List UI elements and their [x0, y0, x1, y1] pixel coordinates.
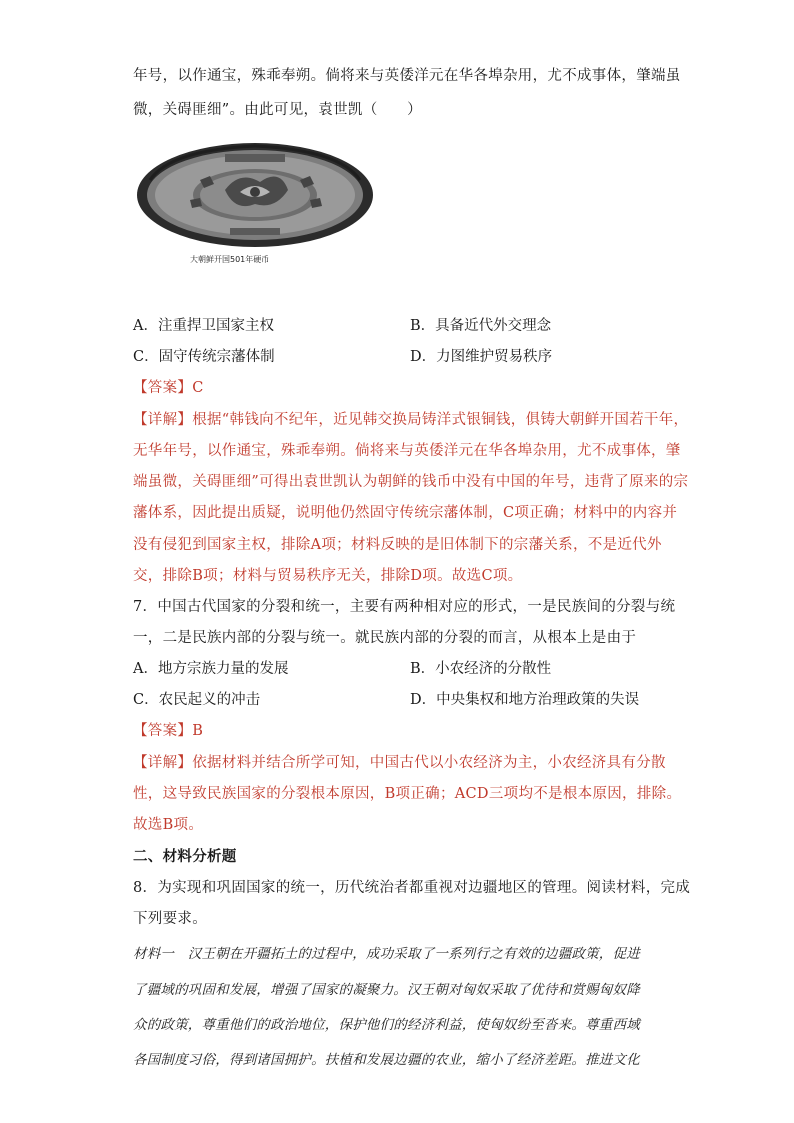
- material-line: 各国制度习俗，得到诸国拥护。扶植和发展边疆的农业，缩小了经济差距。推进文化: [133, 1052, 640, 1068]
- q8-stem-line: 下列要求。: [133, 911, 207, 927]
- q7-option-b: B．小农经济的分散性: [410, 661, 552, 677]
- q7-stem-line: 一，二是民族内部的分裂与统一。就民族内部的分裂的而言，从根本上是由于: [133, 630, 637, 646]
- detail-text: 依据材料并结合所学可知，中国古代以小农经济为主，小农经济具有分散: [192, 755, 666, 771]
- q7-stem-line: 7．中国古代国家的分裂和统一，主要有两种相对应的形式，一是民族间的分裂与统: [133, 599, 676, 615]
- answer-value: C: [192, 380, 204, 396]
- answer-value: B: [192, 723, 204, 739]
- q7-answer: [133, 721, 203, 741]
- q6-detail-line: 无华年号，以作通宝，殊乖奉朔。倘将来与英倭洋元在华各埠杂用，尤不成事体，肇: [133, 443, 681, 459]
- answer-label: 【答案】: [133, 380, 193, 396]
- detail-label: 【详解】: [133, 412, 193, 428]
- answer-label: 【答案】: [133, 723, 193, 739]
- coin-image: [130, 140, 380, 270]
- q7-option-a: A．地方宗族力量的发展: [133, 661, 289, 677]
- q6-option-b: B．具备近代外交理念: [410, 318, 552, 334]
- coin-icon: [130, 140, 380, 260]
- q6-detail-line: 端虽微，关碍匪细”可得出袁世凯认为朝鲜的钱币中没有中国的年号，违背了原来的宗: [133, 474, 689, 490]
- q6-detail-line: 没有侵犯到国家主权，排除A项；材料反映的是旧体制下的宗藩关系，不是近代外: [133, 537, 662, 553]
- q6-option-c: C．固守传统宗藩体制: [133, 349, 275, 365]
- q8-stem-line: 8．为实现和巩固国家的统一，历代统治者都重视对边疆地区的管理。阅读材料，完成: [133, 880, 691, 896]
- q6-detail-line: [133, 410, 688, 430]
- q6-answer: [133, 378, 204, 398]
- q6-stem-line: 年号，以作通宝，殊乖奉朔。倘将来与英倭洋元在华各埠杂用，尤不成事体，肇端虽: [133, 68, 681, 84]
- q7-option-c: C．农民起义的冲击: [133, 692, 261, 708]
- q6-detail-line: 藩体系，因此提出质疑，说明他仍然固守传统宗藩体制，C项正确；材料中的内容并: [133, 505, 678, 521]
- q7-option-d: D．中央集权和地方治理政策的失误: [410, 692, 640, 708]
- q6-detail-line: 交，排除B项；材料与贸易秩序无关，排除D项。故选C项。: [133, 568, 523, 584]
- q6-option-a: A．注重捍卫国家主权: [133, 318, 274, 334]
- coin-caption: 大朝鲜开国501年硬币: [190, 255, 270, 264]
- q6-option-d: D．力图维护贸易秩序: [410, 349, 553, 365]
- material-line: 材料一 汉王朝在开疆拓土的过程中，成功采取了一系列行之有效的边疆政策，促进: [133, 946, 640, 962]
- q7-detail-line: 故选B项。: [133, 817, 204, 833]
- q7-detail-line: [133, 753, 666, 773]
- detail-text: 根据“韩钱向不纪年，近见韩交换局铸洋式银铜钱，俱铸大朝鲜开国若干年，: [192, 412, 689, 428]
- q6-stem-line: 微，关碍匪细”。由此可见，袁世凯（ ）: [133, 102, 422, 118]
- material-line: 了疆域的巩固和发展，增强了国家的凝聚力。汉王朝对匈奴采取了优待和赏赐匈奴降: [133, 982, 640, 998]
- material-line: 众的政策，尊重他们的政治地位，保护他们的经济利益，使匈奴纷至沓来。尊重西域: [133, 1017, 640, 1033]
- section-title: 二、材料分析题: [133, 848, 237, 865]
- detail-label: 【详解】: [133, 755, 193, 771]
- q7-detail-line: 性，这导致民族国家的分裂根本原因，B项正确；ACD三项均不是根本原因，排除。: [133, 786, 682, 802]
